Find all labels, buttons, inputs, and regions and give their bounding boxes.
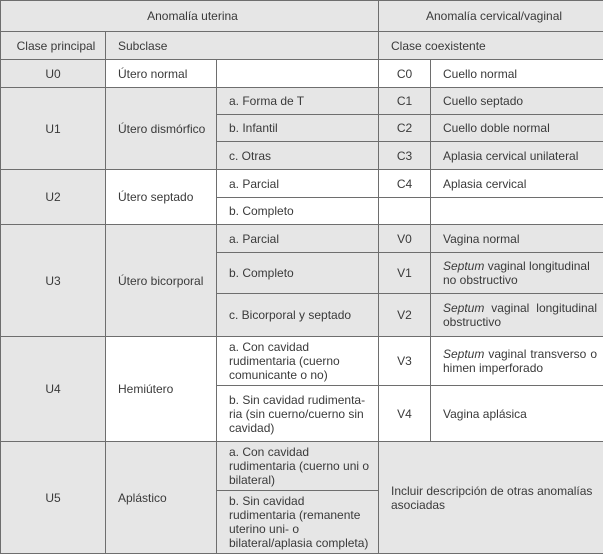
label-v3-italic: Septum: [443, 347, 484, 361]
label-v2: [431, 294, 603, 337]
other-anomalies-note: Incluir descripción de otras anomalías asociadas: [379, 442, 603, 554]
class-code-u0: U0: [1, 60, 106, 88]
table-row: [1, 170, 603, 198]
class-code-u5: U5: [1, 442, 106, 554]
empty-cell: [379, 198, 431, 225]
cervical-vaginal-anomaly-header: Anomalía cervical/vaginal: [379, 1, 603, 32]
subclass-u2-b: b. Completo: [217, 198, 379, 225]
label-v1-italic: Septum: [443, 259, 484, 273]
subclass-u1-a: a. Forma de T: [217, 88, 379, 115]
table-row: [1, 88, 603, 115]
label-c1: Cuello septado: [431, 88, 603, 115]
label-c4: Aplasia cervical: [431, 170, 603, 198]
table-row: [1, 337, 603, 386]
subclase-header: Subclase: [106, 32, 379, 60]
table-row: [1, 225, 603, 253]
class-name-u0: Útero normal: [106, 60, 217, 88]
class-name-u4: Hemiútero: [106, 337, 217, 442]
code-c0: C0: [379, 60, 431, 88]
label-v3-rest: vaginal transverso o himen imperforado: [443, 347, 597, 375]
label-v1: [431, 253, 603, 294]
label-c2: Cuello doble normal: [431, 115, 603, 142]
class-name-u5: Aplástico: [106, 442, 217, 554]
label-v4: Vagina aplásica: [431, 386, 603, 442]
code-v4: V4: [379, 386, 431, 442]
subclass-u3-b: b. Completo: [217, 253, 379, 294]
subclass-u5-a: a. Con cavidad rudimentaria (cuerno uni o bilateral): [217, 442, 379, 491]
clase-coexistente-header: Clase coexistente: [379, 32, 603, 60]
table-row: [1, 442, 603, 491]
uterine-anomaly-header: Anomalía uterina: [1, 1, 379, 32]
label-v2-rest: vaginal longitudinal obstructivo: [443, 301, 597, 329]
class-code-u4: U4: [1, 337, 106, 442]
code-c2: C2: [379, 115, 431, 142]
code-v0: V0: [379, 225, 431, 253]
class-name-u1: Útero dismórfico: [106, 88, 217, 170]
subclass-u3-c: c. Bicorporal y septado: [217, 294, 379, 337]
subclass-u3-a: a. Parcial: [217, 225, 379, 253]
label-v1-rest: vaginal longitudinal no obstructivo: [443, 259, 590, 287]
subclass-u4-a: a. Con cavidad rudimentaria (cuerno comunicante o no): [217, 337, 379, 386]
table-row: [1, 60, 603, 88]
class-name-u3: Útero bicorporal: [106, 225, 217, 337]
label-v0: Vagina normal: [431, 225, 603, 253]
clase-principal-header: Clase principal: [1, 32, 106, 60]
class-name-u2: Útero septado: [106, 170, 217, 225]
class-code-u2: U2: [1, 170, 106, 225]
class-code-u3: U3: [1, 225, 106, 337]
code-v2: V2: [379, 294, 431, 337]
code-c1: C1: [379, 88, 431, 115]
label-v3: [431, 337, 603, 386]
subclass-u5-b: b. Sin cavidad rudimentaria (remanente uterino uni- o bilateral/aplasia completa): [217, 491, 379, 554]
subheader-row: [1, 32, 603, 60]
code-v1: V1: [379, 253, 431, 294]
code-c4: C4: [379, 170, 431, 198]
header-row: [1, 1, 603, 32]
label-c3: Aplasia cervical unilateral: [431, 142, 603, 170]
label-v2-italic: Septum: [443, 301, 484, 315]
class-code-u1: U1: [1, 88, 106, 170]
subclass-u4-b: b. Sin cavidad rudimenta-ria (sin cuerno/cuerno sin cavidad): [217, 386, 379, 442]
label-c0: Cuello normal: [431, 60, 603, 88]
empty-cell: [217, 60, 379, 88]
subclass-u1-b: b. Infantil: [217, 115, 379, 142]
code-c3: C3: [379, 142, 431, 170]
empty-cell: [431, 198, 603, 225]
code-v3: V3: [379, 337, 431, 386]
subclass-u1-c: c. Otras: [217, 142, 379, 170]
subclass-u2-a: a. Parcial: [217, 170, 379, 198]
